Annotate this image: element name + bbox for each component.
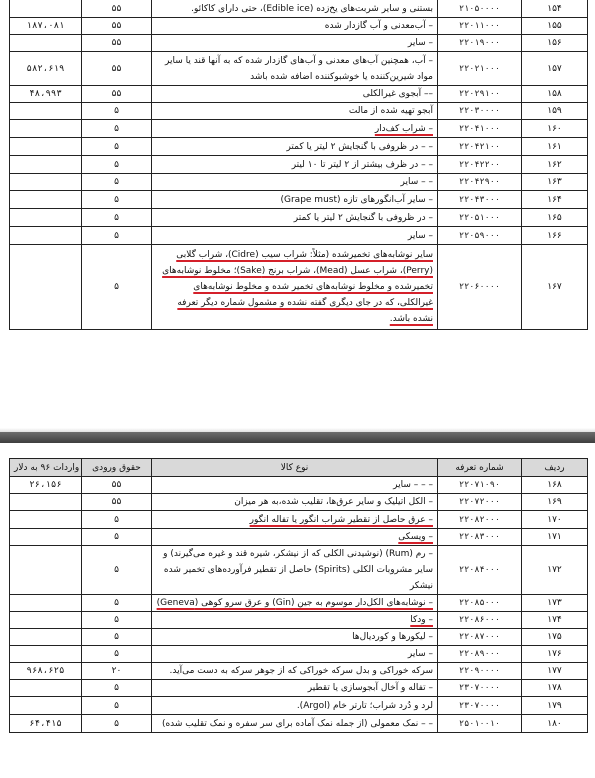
header-tariff-code: شماره تعرفه	[438, 459, 522, 477]
cell-imports-value	[10, 629, 82, 646]
cell-description: بستنی و سایر شربت‌های یخ‌زده (Edible ice)، حتی دارای کاکائو.	[152, 0, 438, 18]
cell-row-number: ۱۷۴	[522, 612, 588, 629]
header-row-number: ردیف	[522, 459, 588, 477]
table-row	[10, 35, 588, 52]
underlined-description: – ودکا	[410, 615, 433, 625]
cell-row-number: ۱۵۴	[522, 0, 588, 18]
cell-duty: ۵	[82, 511, 152, 529]
cell-row-number: ۱۷۵	[522, 629, 588, 646]
cell-description	[152, 245, 438, 330]
cell-description: – سایر	[152, 35, 438, 52]
table-row	[10, 227, 588, 245]
table-row	[10, 680, 588, 697]
table-row	[10, 595, 588, 612]
cell-tariff-code: ۲۲۰۱۹۰۰۰	[438, 35, 522, 52]
header-duty: حقوق ورودی	[82, 459, 152, 477]
table-row	[10, 529, 588, 546]
cell-description: – آب‌معدنی و آب گازدار شده	[152, 18, 438, 35]
cell-description: لرد و دُرد شراب؛ تارتر خام (Argol).	[152, 697, 438, 715]
cell-row-number: ۱۷۰	[522, 511, 588, 529]
cell-duty: ۵۵	[82, 477, 152, 494]
cell-duty: ۵	[82, 529, 152, 546]
cell-imports-value: ۹۶۸،۶۲۵	[10, 663, 82, 680]
cell-duty: ۵۵	[82, 86, 152, 103]
cell-imports-value: ۲۶،۱۵۶	[10, 477, 82, 494]
cell-duty: ۵۵	[82, 35, 152, 52]
table-row	[10, 663, 588, 680]
cell-imports-value	[10, 138, 82, 156]
table-row	[10, 646, 588, 663]
tariff-table-2-body	[10, 477, 588, 733]
tariff-table-2	[9, 458, 588, 733]
table-row	[10, 715, 588, 733]
cell-row-number: ۱۵۷	[522, 52, 588, 86]
cell-description: – سایر	[152, 646, 438, 663]
cell-tariff-code: ۲۳۰۷۰۰۰۰	[438, 680, 522, 697]
cell-imports-value	[10, 35, 82, 52]
cell-row-number: ۱۶۱	[522, 138, 588, 156]
cell-duty: ۲۰	[82, 663, 152, 680]
cell-row-number: ۱۶۴	[522, 191, 588, 209]
underlined-description: سایر نوشابه‌های تخمیرشده (مثلاً: شراب سیب (Cidre)، شراب گلابی (Perry)، شراب عسل (Mead)، شراب برنج (Sake)؛ مخلوط نوشابه‌های تخمیرشده و مخلوط نوشابه‌های تخمیر شده و مخلوط نوشابه‌های غیرالکلی، که در جای دیگری گفته نشده و مشمول شماره دیگر تعرفه نشده باشد.	[162, 250, 433, 324]
table-row	[10, 0, 588, 18]
table-row	[10, 52, 588, 86]
table-row	[10, 174, 588, 191]
cell-duty: ۵	[82, 546, 152, 595]
cell-description: – – نمک معمولی (از جمله نمک آماده برای سر سفره و نمک تقلیب شده)	[152, 715, 438, 733]
cell-description: سرکه خوراکی و بدل سرکه خوراکی که از جوهر سرکه به دست می‌آید.	[152, 663, 438, 680]
cell-duty: ۵۵	[82, 18, 152, 35]
cell-tariff-code: ۲۲۰۱۱۰۰۰	[438, 18, 522, 35]
table-row	[10, 86, 588, 103]
table-row	[10, 156, 588, 174]
cell-imports-value	[10, 245, 82, 330]
cell-imports-value	[10, 0, 82, 18]
cell-tariff-code: ۲۲۰۴۲۲۰۰	[438, 156, 522, 174]
cell-row-number: ۱۷۷	[522, 663, 588, 680]
cell-row-number: ۱۷۶	[522, 646, 588, 663]
cell-tariff-code: ۲۲۰۵۱۰۰۰	[438, 209, 522, 227]
table-row	[10, 477, 588, 494]
cell-tariff-code: ۲۲۰۸۵۰۰۰	[438, 595, 522, 612]
table-row	[10, 697, 588, 715]
cell-duty: ۵	[82, 156, 152, 174]
cell-tariff-code: ۲۲۰۸۴۰۰۰	[438, 546, 522, 595]
cell-duty: ۵	[82, 209, 152, 227]
table-row	[10, 191, 588, 209]
cell-imports-value: ۵۸۲،۶۱۹	[10, 52, 82, 86]
underlined-description: – شراب کف‌دار	[374, 123, 433, 134]
cell-duty: ۵	[82, 174, 152, 191]
table-row	[10, 546, 588, 595]
cell-row-number: ۱۶۷	[522, 245, 588, 330]
cell-row-number: ۱۸۰	[522, 715, 588, 733]
cell-imports-value	[10, 191, 82, 209]
cell-imports-value	[10, 156, 82, 174]
cell-duty: ۵۵	[82, 494, 152, 511]
table-row	[10, 612, 588, 629]
cell-tariff-code: ۲۲۰۴۳۰۰۰	[438, 191, 522, 209]
cell-description: – آب، همچنین آب‌های معدنی و آب‌های گازدار شده که به آنها قند یا سایر مواد شیرین‌کننده یا خوشبوکننده اضافه شده باشد	[152, 52, 438, 86]
cell-tariff-code: ۲۲۰۴۲۱۰۰	[438, 138, 522, 156]
table-row	[10, 18, 588, 35]
cell-duty: ۵	[82, 612, 152, 629]
cell-duty: ۵۵	[82, 0, 152, 18]
cell-imports-value	[10, 103, 82, 120]
cell-imports-value	[10, 546, 82, 595]
cell-row-number: ۱۷۸	[522, 680, 588, 697]
cell-imports-value	[10, 595, 82, 612]
cell-tariff-code: ۲۵۰۱۰۰۱۰	[438, 715, 522, 733]
cell-row-number: ۱۶۵	[522, 209, 588, 227]
cell-imports-value	[10, 680, 82, 697]
cell-tariff-code: ۲۲۰۴۲۹۰۰	[438, 174, 522, 191]
cell-row-number: ۱۶۰	[522, 120, 588, 138]
cell-imports-value	[10, 529, 82, 546]
page-separator-bar	[0, 432, 595, 443]
table-row	[10, 245, 588, 330]
cell-tariff-code: ۲۳۰۷۰۰۰۰	[438, 697, 522, 715]
underlined-description: – ویسکی	[398, 532, 433, 542]
table-row	[10, 120, 588, 138]
cell-row-number: ۱۶۳	[522, 174, 588, 191]
cell-imports-value	[10, 697, 82, 715]
cell-row-number: ۱۶۶	[522, 227, 588, 245]
cell-tariff-code: ۲۲۰۳۰۰۰۰	[438, 103, 522, 120]
cell-duty: ۵۵	[82, 52, 152, 86]
cell-duty: ۵	[82, 629, 152, 646]
page-separator	[0, 398, 595, 443]
cell-imports-value	[10, 227, 82, 245]
cell-row-number: ۱۶۹	[522, 494, 588, 511]
cell-description	[152, 529, 438, 546]
cell-description: آبجو تهیه شده از مالت	[152, 103, 438, 120]
cell-tariff-code: ۲۲۰۴۱۰۰۰	[438, 120, 522, 138]
cell-description: – سایر آب‌انگورهای تازه (Grape must)	[152, 191, 438, 209]
cell-row-number: ۱۵۶	[522, 35, 588, 52]
cell-row-number: ۱۷۲	[522, 546, 588, 595]
cell-tariff-code: ۲۲۰۲۹۱۰۰	[438, 86, 522, 103]
document-page-2	[0, 443, 595, 778]
cell-tariff-code: ۲۲۰۸۲۰۰۰	[438, 511, 522, 529]
cell-description: – – در ظرف بیشتر از ۲ لیتر تا ۱۰ لیتر	[152, 156, 438, 174]
cell-imports-value	[10, 494, 82, 511]
cell-imports-value	[10, 612, 82, 629]
cell-row-number: ۱۵۹	[522, 103, 588, 120]
cell-imports-value	[10, 174, 82, 191]
cell-description	[152, 120, 438, 138]
table-row	[10, 629, 588, 646]
cell-description: – رم (Rum) (نوشیدنی الکلی که از نیشکر، شیره قند و غیره می‌گیرند) و سایر مشروبات الکلی (Spirits) حاصل از تقطیر فرآورده‌های تخمیر شده نیشکر	[152, 546, 438, 595]
cell-duty: ۵	[82, 595, 152, 612]
cell-duty: ۵	[82, 697, 152, 715]
cell-row-number: ۱۷۱	[522, 529, 588, 546]
cell-description: – سایر	[152, 227, 438, 245]
cell-description	[152, 612, 438, 629]
table-row	[10, 103, 588, 120]
cell-imports-value: ۶۴،۴۱۵	[10, 715, 82, 733]
underlined-description: – نوشابه‌های الکل‌دار موسوم به جین (Gin) و عرق سرو کوهی (Geneva)	[156, 598, 433, 608]
cell-imports-value: ۱۸۷،۰۸۱	[10, 18, 82, 35]
cell-tariff-code: ۲۲۰۲۱۰۰۰	[438, 52, 522, 86]
table-row	[10, 209, 588, 227]
cell-row-number: ۱۵۸	[522, 86, 588, 103]
cell-duty: ۵	[82, 138, 152, 156]
cell-duty: ۵	[82, 680, 152, 697]
cell-tariff-code: ۲۲۰۸۳۰۰۰	[438, 529, 522, 546]
cell-tariff-code: ۲۲۰۷۱۰۹۰	[438, 477, 522, 494]
cell-description: – در ظروفی با گنجایش ۲ لیتر یا کمتر	[152, 209, 438, 227]
cell-tariff-code: ۲۲۰۹۰۰۰۰	[438, 663, 522, 680]
underlined-description: – عرق حاصل از تقطیر شراب انگور یا تفاله انگور	[249, 514, 433, 525]
cell-imports-value: ۴۸،۹۹۳	[10, 86, 82, 103]
cell-row-number: ۱۶۲	[522, 156, 588, 174]
cell-description: – – سایر	[152, 174, 438, 191]
cell-description	[152, 511, 438, 529]
cell-description: – – – سایر	[152, 477, 438, 494]
header-imports-value: واردات ۹۶ به دلار	[10, 459, 82, 477]
table-row	[10, 511, 588, 529]
cell-row-number: ۱۷۹	[522, 697, 588, 715]
cell-duty: ۵	[82, 120, 152, 138]
cell-duty: ۵	[82, 227, 152, 245]
table-row	[10, 138, 588, 156]
cell-tariff-code: ۲۲۰۶۰۰۰۰	[438, 245, 522, 330]
cell-description	[152, 595, 438, 612]
cell-description: –– آبجوی غیرالکلی	[152, 86, 438, 103]
cell-tariff-code: ۲۲۰۵۹۰۰۰	[438, 227, 522, 245]
cell-description: – – در ظروفی با گنجایش ۲ لیتر یا کمتر	[152, 138, 438, 156]
cell-tariff-code: ۲۲۰۸۷۰۰۰	[438, 629, 522, 646]
cell-row-number: ۱۷۳	[522, 595, 588, 612]
cell-description: – الکل اتیلیک و سایر عرق‌ها، تقلیب شده،به هر میزان	[152, 494, 438, 511]
cell-duty: ۵	[82, 103, 152, 120]
cell-imports-value	[10, 646, 82, 663]
cell-duty: ۵	[82, 245, 152, 330]
table-row	[10, 494, 588, 511]
cell-imports-value	[10, 120, 82, 138]
cell-tariff-code: ۲۱۰۵۰۰۰۰	[438, 0, 522, 18]
cell-imports-value	[10, 209, 82, 227]
cell-tariff-code: ۲۲۰۸۹۰۰۰	[438, 646, 522, 663]
cell-tariff-code: ۲۲۰۷۲۰۰۰	[438, 494, 522, 511]
cell-duty: ۵	[82, 715, 152, 733]
cell-row-number: ۱۶۸	[522, 477, 588, 494]
cell-row-number: ۱۵۵	[522, 18, 588, 35]
header-description: نوع کالا	[152, 459, 438, 477]
tariff-table-1	[9, 0, 588, 330]
cell-description: – تفاله و آخال آبجوسازی یا تقطیر	[152, 680, 438, 697]
cell-tariff-code: ۲۲۰۸۶۰۰۰	[438, 612, 522, 629]
table-header-row	[10, 459, 588, 477]
cell-duty: ۵	[82, 191, 152, 209]
cell-description: – لیکورها و کوردیال‌ها	[152, 629, 438, 646]
cell-imports-value	[10, 511, 82, 529]
cell-duty: ۵	[82, 646, 152, 663]
tariff-table-1-body	[10, 0, 588, 330]
